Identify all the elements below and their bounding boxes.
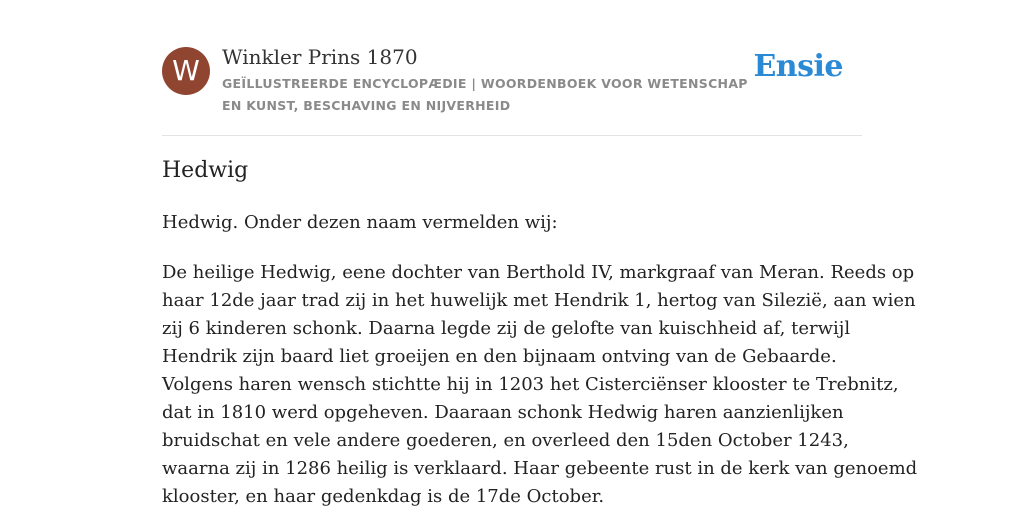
body-line: Volgens haren wensch stichtte hij in 1203 het Cisterciënser klooster te Trebnitz, — [162, 374, 899, 395]
source-subtitle: GEÏLLUSTREERDE ENCYCLOPÆDIE | WOORDENBOEK VOOR WETENSCHAP EN KUNST, BESCHAVING EN NIJVERHEID — [222, 76, 748, 113]
ensie-logo[interactable]: Ensie — [753, 49, 843, 84]
body-line: haar 12de jaar trad zij in het huwelijk met Hendrik 1, hertog van Silezië, aan wien — [162, 290, 916, 311]
source-avatar[interactable]: W — [162, 47, 210, 95]
body-line: bruidschat en vele andere goederen, en overleed den 15den October 1243, — [162, 430, 849, 451]
body-line: dat in 1810 werd opgeheven. Daaraan schonk Hedwig haren aanzienlijken — [162, 402, 844, 423]
entry-lead: Hedwig. Onder dezen naam vermelden wij: — [162, 212, 558, 233]
source-title[interactable]: Winkler Prins 1870 — [222, 45, 418, 69]
body-line: klooster, en haar gedenkdag is de 17de October. — [162, 486, 605, 507]
entry-title: Hedwig — [162, 158, 249, 183]
header-divider — [162, 135, 862, 136]
body-line: zij 6 kinderen schonk. Daarna legde zij de gelofte van kuischheid af, terwijl — [162, 318, 851, 339]
entry-body — [162, 259, 918, 511]
body-line: De heilige Hedwig, eene dochter van Berthold IV, markgraaf van Meran. Reeds op — [162, 262, 915, 283]
body-line: waarna zij in 1286 heilig is verklaard. Haar gebeente rust in de kerk van genoemd — [162, 458, 918, 479]
body-line: Hendrik zijn baard liet groeijen en den bijnaam ontving van de Gebaarde. — [162, 346, 837, 367]
